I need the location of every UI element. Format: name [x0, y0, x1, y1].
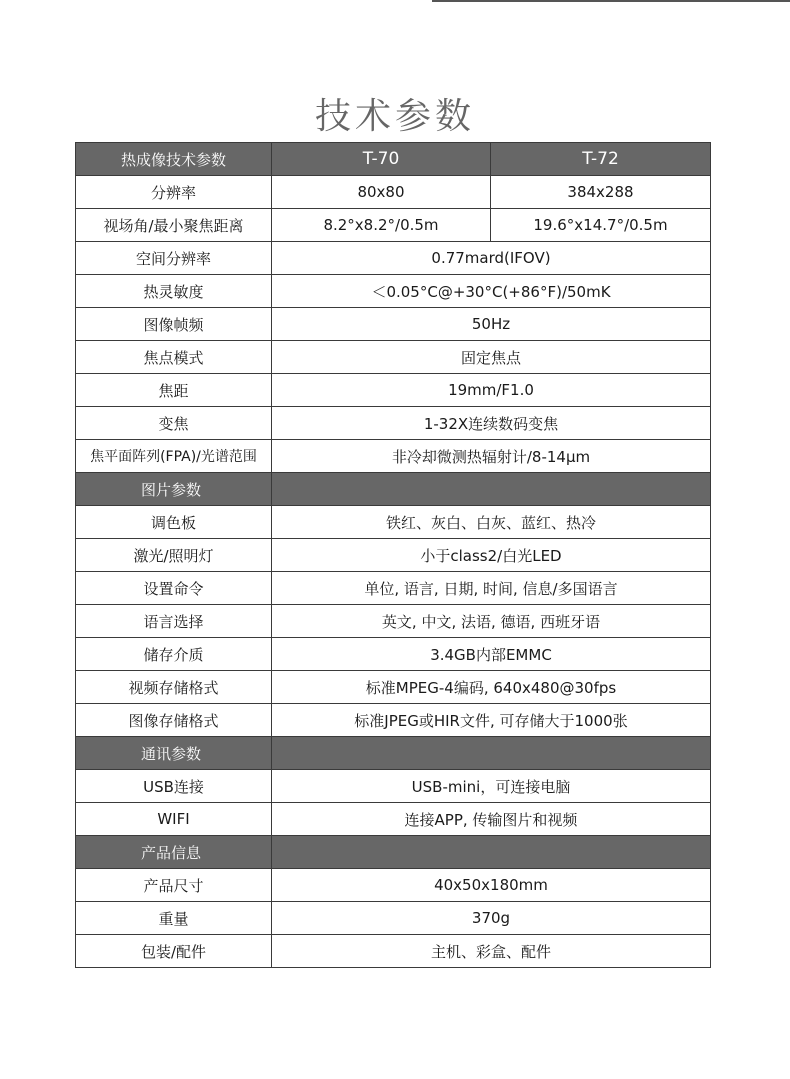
table-row — [76, 341, 711, 374]
row-value-t70: 80x80 — [272, 176, 491, 209]
row-value: 370g — [272, 902, 711, 935]
row-label: 视场角/最小聚焦距离 — [76, 209, 272, 242]
row-label: 焦点模式 — [76, 341, 272, 374]
table-row — [76, 770, 711, 803]
row-label: WIFI — [76, 803, 272, 836]
row-value: 铁红、灰白、白灰、蓝红、热冷 — [272, 506, 711, 539]
row-value: 单位, 语言, 日期, 时间, 信息/多国语言 — [272, 572, 711, 605]
row-value: 标准MPEG-4编码, 640x480@30fps — [272, 671, 711, 704]
row-value: 连接APP, 传输图片和视频 — [272, 803, 711, 836]
row-label: 重量 — [76, 902, 272, 935]
section-header-comm — [76, 737, 711, 770]
table-row — [76, 671, 711, 704]
table-row — [76, 374, 711, 407]
row-label: 图像存储格式 — [76, 704, 272, 737]
row-value: 标准JPEG或HIR文件, 可存储大于1000张 — [272, 704, 711, 737]
row-label: USB连接 — [76, 770, 272, 803]
top-divider-line — [432, 0, 790, 2]
table-row — [76, 935, 711, 968]
row-label: 包装/配件 — [76, 935, 272, 968]
section-fill — [272, 473, 711, 506]
row-value-t72: 384x288 — [491, 176, 711, 209]
row-label: 语言选择 — [76, 605, 272, 638]
table-row — [76, 869, 711, 902]
row-label: 设置命令 — [76, 572, 272, 605]
section-header-product — [76, 836, 711, 869]
row-value: 0.77mard(IFOV) — [272, 242, 711, 275]
row-value: 非冷却微测热辐射计/8-14μm — [272, 440, 711, 473]
row-value: 50Hz — [272, 308, 711, 341]
table-row — [76, 572, 711, 605]
row-label: 视频存储格式 — [76, 671, 272, 704]
section-title: 图片参数 — [76, 473, 272, 506]
table-row — [76, 242, 711, 275]
row-value: 小于class2/白光LED — [272, 539, 711, 572]
row-label: 空间分辨率 — [76, 242, 272, 275]
table-row — [76, 275, 711, 308]
row-value-t72: 19.6°x14.7°/0.5m — [491, 209, 711, 242]
table-row — [76, 605, 711, 638]
row-label: 图像帧频 — [76, 308, 272, 341]
header-model-t72: T-72 — [491, 143, 711, 176]
row-value: 1-32X连续数码变焦 — [272, 407, 711, 440]
section-fill — [272, 737, 711, 770]
spec-table — [75, 142, 711, 968]
row-label: 分辨率 — [76, 176, 272, 209]
table-row — [76, 506, 711, 539]
row-label: 焦距 — [76, 374, 272, 407]
page-title: 技术参数 — [314, 96, 475, 138]
row-value: 19mm/F1.0 — [272, 374, 711, 407]
row-label: 储存介质 — [76, 638, 272, 671]
row-value: 固定焦点 — [272, 341, 711, 374]
row-value-t70: 8.2°x8.2°/0.5m — [272, 209, 491, 242]
table-header-row — [76, 143, 711, 176]
section-title: 产品信息 — [76, 836, 272, 869]
table-row — [76, 638, 711, 671]
row-label: 变焦 — [76, 407, 272, 440]
section-header-image — [76, 473, 711, 506]
row-value: 40x50x180mm — [272, 869, 711, 902]
section-title: 通讯参数 — [76, 737, 272, 770]
table-row — [76, 803, 711, 836]
table-row — [76, 440, 711, 473]
header-model-t70: T-70 — [272, 143, 491, 176]
row-label: 产品尺寸 — [76, 869, 272, 902]
row-label: 调色板 — [76, 506, 272, 539]
table-row — [76, 407, 711, 440]
table-row — [76, 539, 711, 572]
row-value: USB-mini，可连接电脑 — [272, 770, 711, 803]
section-fill — [272, 836, 711, 869]
row-value: 主机、彩盒、配件 — [272, 935, 711, 968]
row-value: ＜0.05°C@+30°C(+86°F)/50mK — [272, 275, 711, 308]
table-row — [76, 308, 711, 341]
table-row — [76, 902, 711, 935]
table-row — [76, 704, 711, 737]
table-row — [76, 209, 711, 242]
header-label: 热成像技术参数 — [76, 143, 272, 176]
row-label: 激光/照明灯 — [76, 539, 272, 572]
row-label: 热灵敏度 — [76, 275, 272, 308]
row-value: 英文, 中文, 法语, 德语, 西班牙语 — [272, 605, 711, 638]
table-row — [76, 176, 711, 209]
row-value: 3.4GB内部EMMC — [272, 638, 711, 671]
row-label: 焦平面阵列(FPA)/光谱范围 — [76, 440, 272, 473]
